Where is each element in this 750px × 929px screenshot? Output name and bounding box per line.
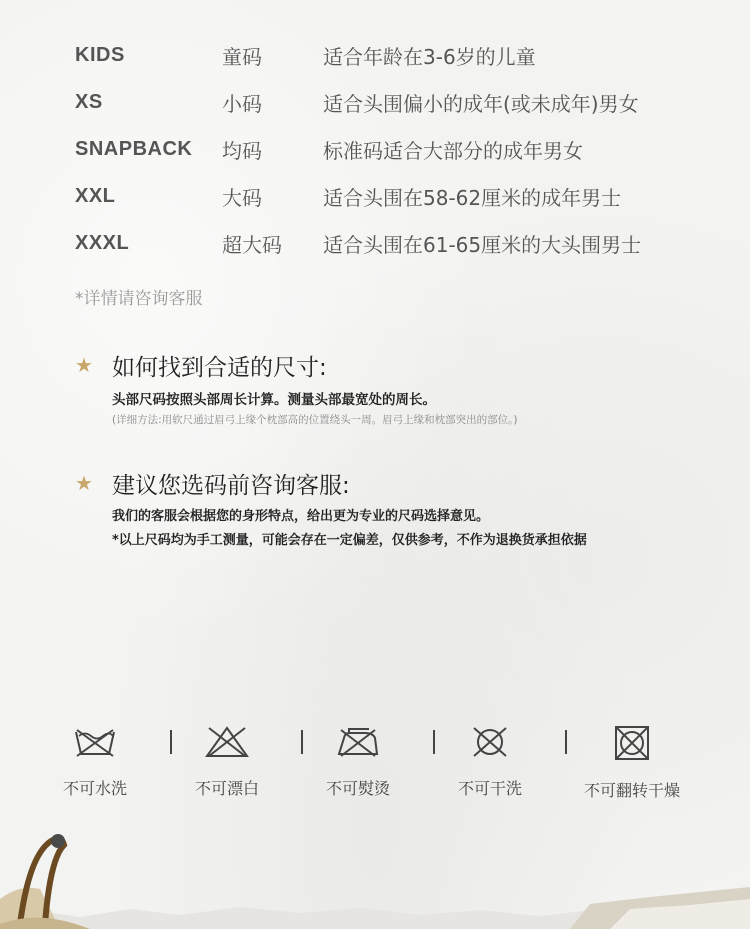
care-item-no-iron	[308, 720, 408, 799]
care-instructions	[60, 720, 700, 810]
size-row	[75, 126, 715, 173]
size-note: *详情请咨询客服	[75, 289, 203, 309]
size-code: KIDS	[75, 44, 125, 66]
size-row	[75, 79, 715, 126]
measure-line: 头部尺码按照头部周长计算。测量头部最宽处的周长。	[112, 392, 436, 408]
corner-decoration	[530, 869, 750, 929]
advice-line: 我们的客服会根据您的身形特点，给出更为专业的尺码选择意见。	[112, 509, 490, 524]
separator	[301, 730, 303, 754]
size-name: 均码	[222, 139, 262, 163]
size-row	[75, 32, 715, 79]
separator	[170, 730, 172, 754]
advice-title: 建议您选码前咨询客服:	[112, 472, 350, 499]
size-name: 超大码	[222, 233, 282, 257]
no-tumble-dry-icon	[612, 724, 652, 762]
size-desc: 适合年龄在3-6岁的儿童	[323, 45, 536, 69]
size-desc: 适合头围在58-62厘米的成年男士	[323, 186, 622, 210]
care-label: 不可干洗	[457, 779, 522, 798]
no-iron-icon	[335, 724, 381, 760]
size-table	[75, 32, 715, 267]
size-desc: 适合头围在61-65厘米的大头围男士	[323, 233, 642, 257]
advice-disclaimer: *以上尺码均为手工测量，可能会存在一定偏差，仅供参考，不作为退换货承担依据	[112, 533, 587, 548]
size-code: SNAPBACK	[75, 138, 193, 160]
size-name: 童码	[222, 45, 262, 69]
no-wash-icon	[73, 724, 117, 760]
star-icon: ★	[75, 353, 93, 377]
size-code: XS	[75, 91, 103, 113]
measure-section	[75, 348, 715, 427]
size-name: 小码	[222, 92, 262, 116]
size-name: 大码	[222, 186, 262, 210]
no-bleach-icon	[204, 724, 250, 760]
bag-illustration	[0, 829, 90, 929]
size-desc: 适合头围偏小的成年(或未成年)男女	[323, 92, 639, 116]
measure-detail: (详细方法:用软尺通过眉弓上缘个枕部高的位置绕头一周。眉弓上缘和枕部突出的部位。)	[112, 414, 518, 426]
separator	[565, 730, 567, 754]
care-item-no-tumble-dry	[582, 720, 682, 801]
care-item-no-wash	[45, 720, 145, 799]
size-desc: 标准码适合大部分的成年男女	[323, 139, 583, 163]
measure-title: 如何找到合适的尺寸:	[112, 354, 327, 381]
size-row	[75, 220, 715, 267]
advice-section	[75, 466, 715, 548]
separator	[433, 730, 435, 754]
care-item-no-dryclean	[440, 720, 540, 799]
size-code: XXL	[75, 185, 116, 207]
care-item-no-bleach	[177, 720, 277, 799]
care-label: 不可水洗	[62, 779, 127, 798]
care-label: 不可熨烫	[325, 779, 390, 798]
no-dryclean-icon	[468, 724, 512, 760]
care-label: 不可翻转干燥	[583, 781, 680, 800]
size-code: XXXL	[75, 232, 130, 254]
star-icon: ★	[75, 471, 93, 495]
care-label: 不可漂白	[194, 779, 259, 798]
size-row	[75, 173, 715, 220]
